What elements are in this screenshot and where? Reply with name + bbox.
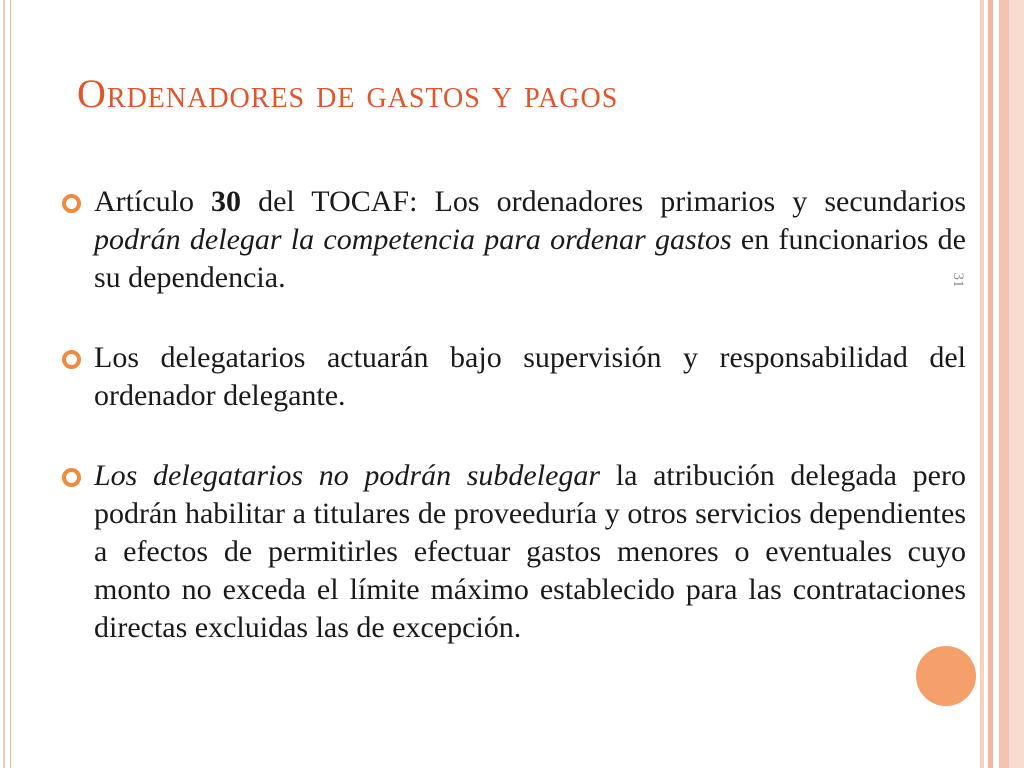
left-frame-border (0, 0, 11, 768)
bullet-text (94, 459, 966, 644)
bullet-item-articulo-30 (60, 183, 966, 297)
bullet-item-delegatarios (60, 339, 966, 415)
bullet-ring-icon (62, 194, 81, 213)
article-number: 30 (211, 185, 242, 218)
text-segment: Artículo (94, 185, 212, 218)
bullet-ring-icon (62, 350, 81, 369)
text-segment: del TOCAF: Los ordenadores primarios y secundarios (241, 185, 966, 218)
bullet-ring-icon (62, 468, 81, 487)
orange-circle-marker (916, 646, 976, 706)
bullet-text (94, 185, 966, 294)
bullet-list (60, 183, 966, 647)
bullet-item-subdelegar (60, 457, 966, 647)
stripe (999, 0, 1009, 768)
bullet-text: Los delegatarios actuarán bajo supervisión y responsabilidad del ordenador delegante. (94, 341, 966, 412)
italic-segment: podrán delegar la competencia para ordenar gastos (94, 223, 732, 256)
italic-segment: Los delegatarios no podrán subdelegar (94, 459, 601, 492)
text-segment: en funcionarios de su dependencia. (94, 223, 966, 294)
slide-number: 31 (950, 272, 966, 288)
right-decorative-stripes (980, 0, 1024, 768)
slide-title: Ordenadores de gastos y pagos (77, 71, 619, 116)
text-segment: la atribución delegada pero podrán habilitar a titulares de proveeduría y otros servicios dependientes a efectos de permitirles efectuar gastos menores o eventuales cuyo monto no exceda el límite máximo establecido para las contrataciones directas excluidas las de excepción. (94, 459, 966, 644)
stripe (1009, 0, 1024, 768)
